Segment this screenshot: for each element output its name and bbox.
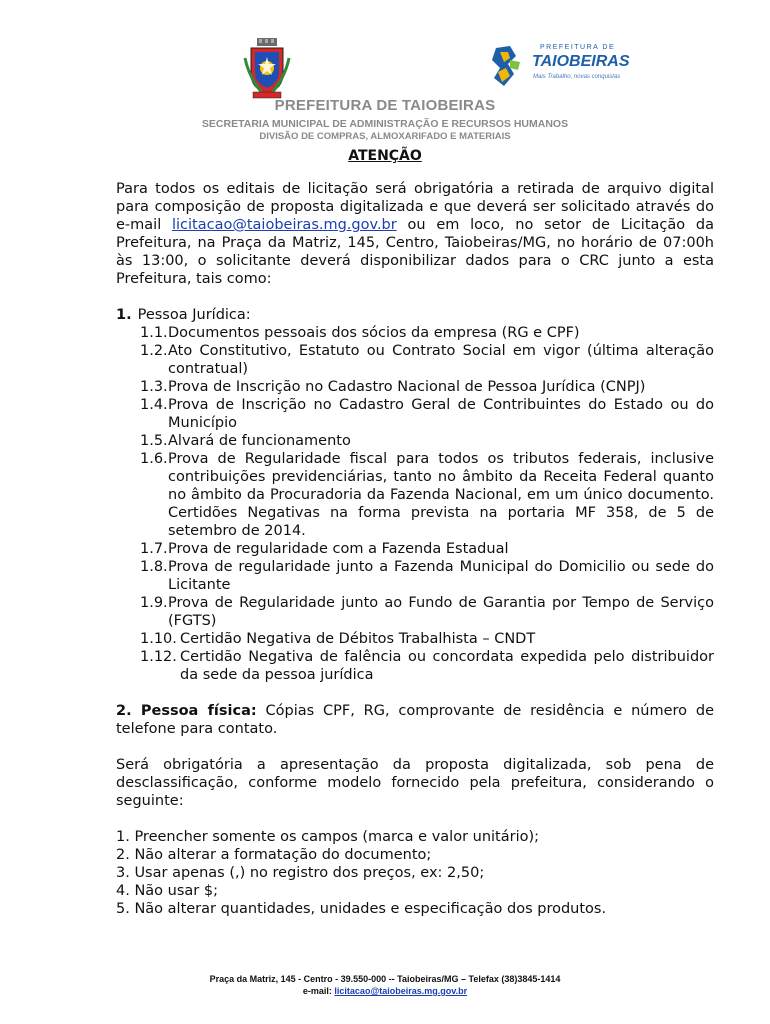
list-item xyxy=(116,648,714,684)
logo-slogan: Mais Trabalho, novas conquistas xyxy=(533,74,621,80)
list-item-number: 1.2. xyxy=(140,343,168,359)
logo-prefix: PREFEITURA DE xyxy=(540,44,616,51)
intro-text-end: ou em loco, no setor de Licitação da Prefeitura, na Praça da Matriz, 145, Centro, Taiobeiras/MG, no horário de 07:00h às 13:00, o solicitante deverá disponibilizar dados para o CRC junto a esta Prefeitura, tais como: xyxy=(116,217,714,287)
section-2-label: 2. Pessoa física: xyxy=(116,703,257,719)
instruction-item: 1. Preencher somente os campos (marca e valor unitário); xyxy=(116,829,540,845)
instructions-list xyxy=(116,828,714,918)
list-item-text: Documentos pessoais dos sócios da empresa (RG e CPF) xyxy=(168,325,580,341)
list-item xyxy=(116,396,714,432)
list-item-text: Ato Constitutivo, Estatuto ou Contrato Social em vigor (última alteração contratual) xyxy=(168,343,714,377)
organization-title: PREFEITURA DE TAIOBEIRAS xyxy=(274,97,496,114)
intro-text-start: Para todos os editais de licitação será obrigatória a retirada de arquivo digital para composição de proposta digitalizada e que deverá ser solicitado através do e-mail xyxy=(116,181,714,233)
organization-department: SECRETARIA MUNICIPAL DE ADMINISTRAÇÃO E RECURSOS HUMANOS xyxy=(201,118,569,130)
footer-email-line xyxy=(0,985,770,997)
list-item xyxy=(116,450,714,540)
section-1-title: Pessoa Jurídica: xyxy=(137,307,251,323)
section-1-heading xyxy=(116,306,714,324)
list-item-text: Prova de regularidade junto a Fazenda Municipal do Domicilio ou sede do Licitante xyxy=(168,559,714,593)
instruction-item: 4. Não usar $; xyxy=(116,883,218,899)
list-item-text: Prova de regularidade com a Fazenda Estadual xyxy=(168,541,509,557)
list-item-text: Prova de Inscrição no Cadastro Nacional de Pessoa Jurídica (CNPJ) xyxy=(168,379,646,395)
list-item-number: 1.1. xyxy=(140,325,168,341)
list-item-text: Prova de Regularidade junto ao Fundo de Garantia por Tempo de Serviço (FGTS) xyxy=(168,595,714,629)
section-1-number: 1. xyxy=(116,307,132,323)
list-item-text: Alvará de funcionamento xyxy=(168,433,351,449)
list-item-number: 1.9. xyxy=(140,595,168,611)
footer-email-link[interactable]: licitacao@taiobeiras.mg.gov.br xyxy=(334,986,468,996)
footer-email-label: e-mail: xyxy=(302,986,335,996)
list-item-text: Certidão Negativa de Débitos Trabalhista – CNDT xyxy=(180,631,536,647)
list-item-number: 1.7. xyxy=(140,541,168,557)
list-item-text: Prova de Regularidade fiscal para todos os tributos federais, inclusive contribuições previdenciárias, tanto no âmbito da Receita Federal quanto no âmbito da Procuradoria da Fazenda Nacional, em um único documento. Certidões Negativas na forma prevista na portaria MF 358, de 5 de setembro de 2014. xyxy=(168,451,714,539)
organization-division: DIVISÃO DE COMPRAS, ALMOXARIFADO E MATERIAIS xyxy=(259,131,511,142)
section-1-list xyxy=(116,324,714,684)
list-item-number: 1.6. xyxy=(140,451,168,467)
list-item-number: 1.3. xyxy=(140,379,168,395)
instruction-item: 5. Não alterar quantidades, unidades e especificação dos produtos. xyxy=(116,901,607,917)
list-item xyxy=(116,432,714,450)
list-item-number: 1.5. xyxy=(140,433,168,449)
list-item-text: Certidão Negativa de falência ou concordata expedida pelo distribuidor da sede da pessoa jurídica xyxy=(180,649,714,683)
instruction-item: 2. Não alterar a formatação do documento; xyxy=(116,847,432,863)
list-item xyxy=(116,342,714,378)
municipal-crest-icon xyxy=(243,38,291,100)
page-footer xyxy=(0,973,770,997)
list-item-number: 1.4. xyxy=(140,397,168,413)
notice-paragraph: Será obrigatória a apresentação da proposta digitalizada, sob pena de desclassificação, conforme modelo fornecido pela prefeitura, considerando o seguinte: xyxy=(116,757,714,809)
list-item xyxy=(116,558,714,594)
logo-name: TAIOBEIRAS xyxy=(532,53,630,70)
list-item-number: 1.12. xyxy=(140,649,177,665)
list-item-number: 1.10. xyxy=(140,631,177,647)
letterhead xyxy=(0,30,770,150)
instruction-item: 3. Usar apenas (,) no registro dos preços, ex: 2,50; xyxy=(116,865,485,881)
list-item xyxy=(116,594,714,630)
section-2-text: Cópias CPF, RG, comprovante de residência e número de telefone para contato. xyxy=(116,703,714,737)
footer-address: Praça da Matriz, 145 - Centro - 39.550-000 -- Taiobeiras/MG – Telefax (38)3845-1414 xyxy=(209,974,561,984)
list-item-number: 1.8. xyxy=(140,559,168,575)
section-2-paragraph xyxy=(116,702,714,738)
email-link[interactable]: licitacao@taiobeiras.mg.gov.br xyxy=(171,217,397,233)
list-item xyxy=(116,630,714,648)
list-item xyxy=(116,540,714,558)
document-heading: ATENÇÃO xyxy=(348,148,422,164)
list-item xyxy=(116,378,714,396)
document-body xyxy=(116,180,714,918)
list-item-text: Prova de Inscrição no Cadastro Geral de Contribuintes do Estado ou do Município xyxy=(168,397,714,431)
list-item xyxy=(116,324,714,342)
intro-paragraph xyxy=(116,180,714,288)
